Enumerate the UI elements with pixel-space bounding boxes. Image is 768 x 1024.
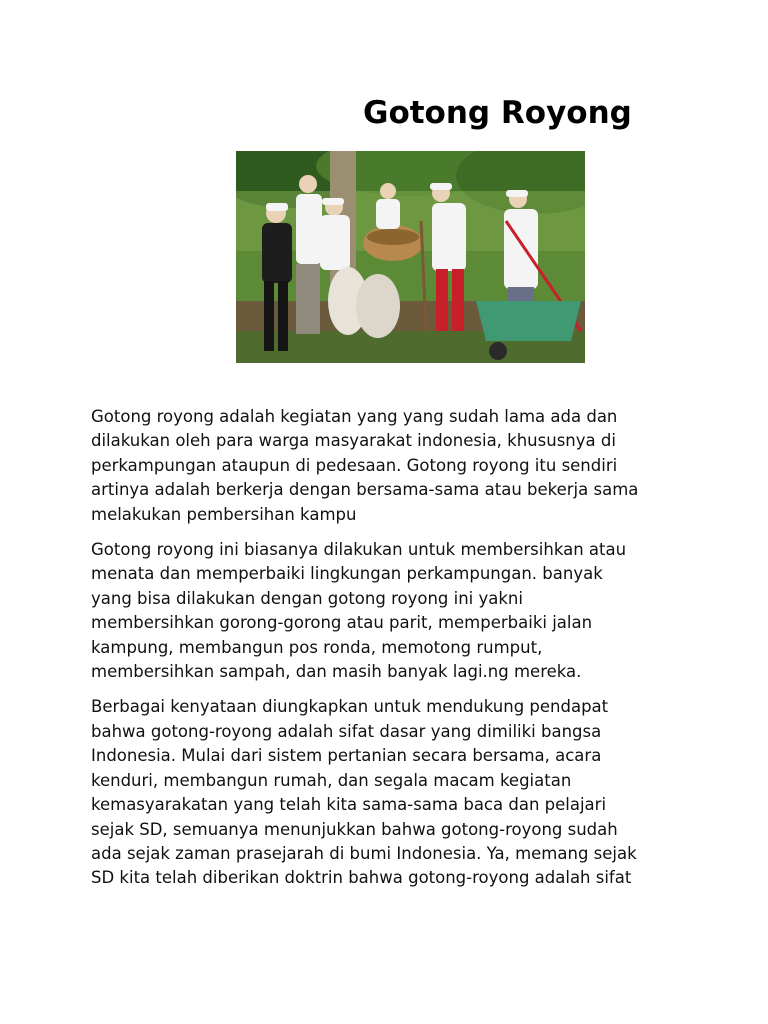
paragraph-2 — [91, 538, 691, 684]
person-5-cap — [430, 183, 452, 190]
paragraph-3 — [91, 695, 691, 890]
text-line: Gotong royong adalah kegiatan yang yang sudah lama ada dan — [91, 407, 618, 426]
photo-illustration — [236, 151, 585, 363]
wheelbarrow-wheel — [489, 342, 507, 360]
paragraph-1 — [91, 405, 691, 527]
text-line: menata dan memperbaiki lingkungan perkampungan. banyak — [91, 564, 603, 584]
person-3-cap — [322, 198, 344, 205]
person-1-cap — [266, 203, 288, 211]
person-4-head — [380, 183, 396, 199]
person-1-body — [262, 223, 292, 283]
person-2-head — [299, 175, 317, 193]
person-1-leg-left — [264, 281, 274, 351]
person-2-body — [296, 194, 322, 264]
person-5-body — [432, 203, 466, 271]
text-line: SD kita telah diberikan doktrin bahwa gotong-royong adalah sifat — [91, 868, 632, 888]
person-4-body — [376, 199, 400, 229]
person-3-body — [320, 215, 350, 270]
article-body — [91, 405, 691, 902]
text-line: sejak SD, semuanya menunjukkan bahwa gotong-royong sudah — [91, 819, 618, 839]
sack-2 — [356, 274, 400, 338]
person-6-cap — [506, 190, 528, 197]
person-5-leg-left — [436, 269, 448, 331]
person-2-legs — [296, 264, 320, 334]
text-line: dilakukan oleh para warga masyarakat indonesia, khususnya di — [91, 431, 616, 451]
text-line: ada sejak zaman prasejarah di bumi Indonesia. Ya, memang sejak — [91, 843, 637, 863]
person-1-leg-right — [278, 281, 288, 351]
text-line: perkampungan ataupun di pedesaan. Gotong royong itu sendiri — [91, 455, 618, 475]
basket-rim — [367, 229, 419, 245]
text-line: yang bisa dilakukan dengan gotong royong ini yakni — [91, 588, 523, 608]
gotong-royong-photo — [236, 151, 585, 363]
document-title: Gotong Royong — [363, 95, 632, 131]
text-line: Indonesia. Mulai dari sistem pertanian secara bersama, acara — [91, 746, 602, 766]
wheelbarrow-tray — [476, 301, 581, 341]
text-line: artinya adalah berkerja dengan bersama-sama atau bekerja sama — [91, 480, 639, 500]
text-line: membersihkan sampah, dan masih banyak lagi.ng mereka. — [91, 662, 582, 682]
text-line: kemasyarakatan yang telah kita sama-sama baca dan pelajari — [91, 795, 607, 815]
text-line: bahwa gotong-royong adalah sifat dasar yang dimiliki bangsa — [91, 721, 602, 741]
text-line: membersihkan gorong-gorong atau parit, memperbaiki jalan — [91, 613, 593, 633]
text-line: Gotong royong ini biasanya dilakukan untuk membersihkan atau — [91, 540, 627, 560]
text-line: kampung, membangun pos ronda, memotong rumput, — [91, 637, 543, 657]
text-line: melakukan pembersihan kampu — [91, 504, 357, 524]
text-line: Berbagai kenyataan diungkapkan untuk mendukung pendapat — [91, 697, 609, 717]
person-5-leg-right — [452, 269, 464, 331]
person-6-body — [504, 209, 538, 289]
text-line: kenduri, membangun rumah, dan segala macam kegiatan — [91, 770, 572, 790]
